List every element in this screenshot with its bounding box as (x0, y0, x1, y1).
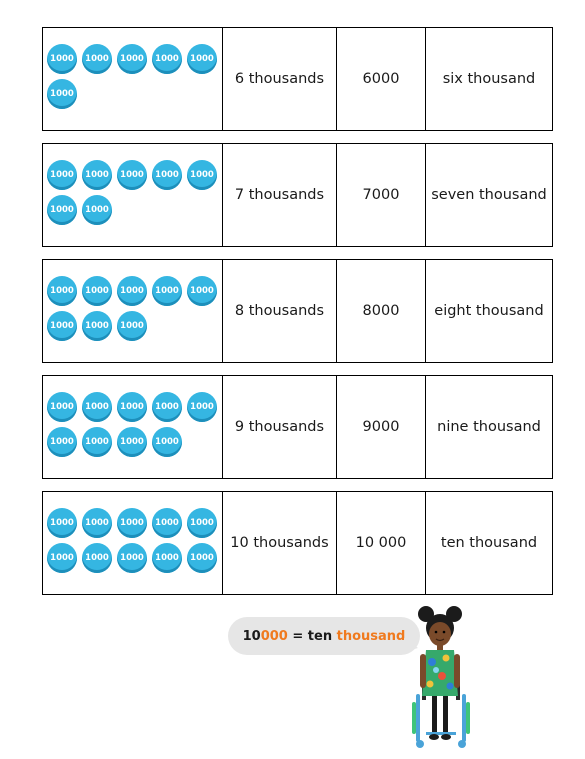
speech-middle: = ten (287, 628, 337, 644)
thousand-counter: 1000 (47, 195, 77, 225)
words-cell: 10 thousands (223, 492, 337, 594)
speech-zeros: 000 (260, 628, 288, 644)
counters-cell (43, 492, 223, 594)
table-row (42, 375, 553, 479)
numeral-cell: 7000 (337, 144, 426, 246)
words-cell: 7 thousands (223, 144, 337, 246)
thousand-counter: 1000 (187, 44, 217, 74)
number-name-cell: ten thousand (440, 535, 538, 551)
speech-tens: 10 (242, 628, 261, 644)
thousand-counter: 1000 (152, 427, 182, 457)
thousand-counter: 1000 (117, 44, 147, 74)
number-name-cell: seven thousand (431, 187, 547, 203)
numeral-cell: 9000 (337, 376, 426, 478)
thousand-counter: 1000 (82, 311, 112, 341)
thousand-counter: 1000 (47, 508, 77, 538)
thousand-counter: 1000 (117, 543, 147, 573)
thousand-counter: 1000 (82, 392, 112, 422)
thousand-counter: 1000 (82, 160, 112, 190)
thousand-counter: 1000 (187, 392, 217, 422)
thousand-counter: 1000 (47, 427, 77, 457)
number-name-cell: six thousand (442, 71, 536, 87)
thousand-counter: 1000 (117, 508, 147, 538)
thousand-counter: 1000 (152, 160, 182, 190)
thousand-counter: 1000 (47, 79, 77, 109)
words-cell: 9 thousands (223, 376, 337, 478)
thousand-counter: 1000 (152, 508, 182, 538)
thousand-counter: 1000 (82, 44, 112, 74)
table-row (42, 143, 553, 247)
thousand-counter: 1000 (152, 543, 182, 573)
table-row (42, 491, 553, 595)
thousand-counter: 1000 (187, 276, 217, 306)
number-name-cell: nine thousand (437, 419, 541, 435)
speech-thousand: thousand (336, 628, 406, 644)
number-name-cell: eight thousand (434, 303, 544, 319)
words-cell: 6 thousands (223, 28, 337, 130)
thousand-counter: 1000 (82, 543, 112, 573)
counters-group (47, 44, 222, 109)
counters-group (47, 508, 222, 573)
thousand-counter: 1000 (47, 160, 77, 190)
words-cell: 8 thousands (223, 260, 337, 362)
thousand-counter: 1000 (117, 276, 147, 306)
thousand-counter: 1000 (82, 427, 112, 457)
counters-group (47, 392, 222, 457)
numeral-cell: 10 000 (337, 492, 426, 594)
girl-in-wheelchair-illustration (408, 604, 474, 750)
counters-cell (43, 144, 223, 246)
thousand-counter: 1000 (47, 276, 77, 306)
thousand-counter: 1000 (152, 392, 182, 422)
thousand-counter: 1000 (117, 392, 147, 422)
thousand-counter: 1000 (187, 543, 217, 573)
table-row (42, 27, 553, 131)
thousand-counter: 1000 (117, 160, 147, 190)
counters-group (47, 276, 222, 341)
numeral-cell: 6000 (337, 28, 426, 130)
counters-cell (43, 376, 223, 478)
thousand-counter: 1000 (47, 392, 77, 422)
table-row (42, 259, 553, 363)
thousand-counter: 1000 (47, 44, 77, 74)
thousand-counter: 1000 (82, 195, 112, 225)
thousand-counter: 1000 (47, 311, 77, 341)
thousand-counter: 1000 (187, 160, 217, 190)
numeral-cell: 8000 (337, 260, 426, 362)
speech-bubble (228, 617, 420, 655)
thousand-counter: 1000 (47, 543, 77, 573)
thousand-counter: 1000 (187, 508, 217, 538)
thousand-counter: 1000 (152, 44, 182, 74)
counters-cell (43, 28, 223, 130)
thousand-counter: 1000 (82, 276, 112, 306)
thousand-counter: 1000 (117, 311, 147, 341)
counters-cell (43, 260, 223, 362)
counters-group (47, 160, 222, 225)
thousand-counter: 1000 (82, 508, 112, 538)
thousand-counter: 1000 (117, 427, 147, 457)
thousand-counter: 1000 (152, 276, 182, 306)
